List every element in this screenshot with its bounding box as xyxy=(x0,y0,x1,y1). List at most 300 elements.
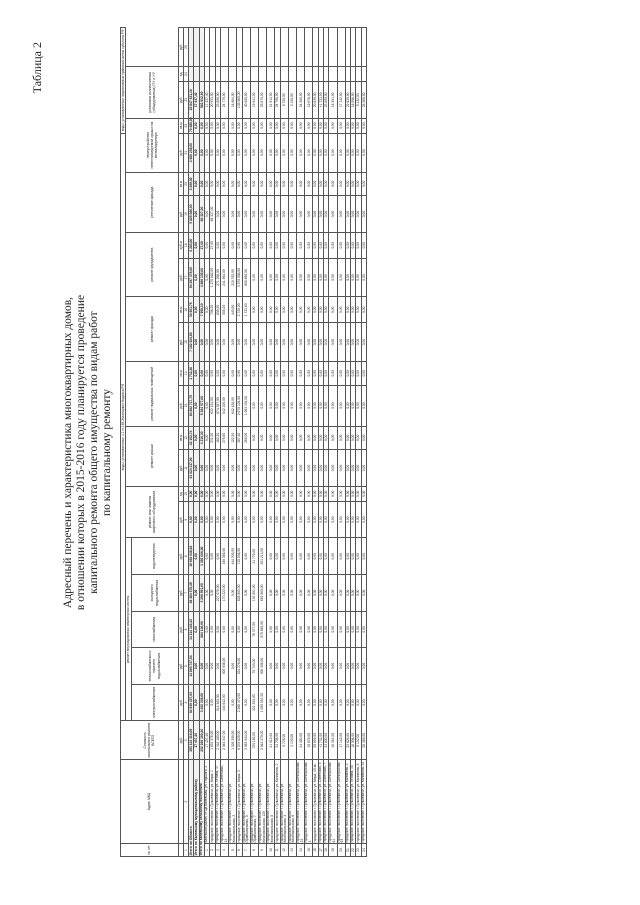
row-value: 0,00 xyxy=(210,118,215,133)
row-address: городское поселение г. Гулькевичи, ул. Октябрьская, 24 xyxy=(296,761,304,843)
row-value: 0,00 xyxy=(324,297,329,323)
row-value: 0,00 xyxy=(329,172,337,196)
row-value: 0,00 xyxy=(361,501,366,538)
total-value: 0,00 xyxy=(194,385,199,426)
row-value: 0,00 xyxy=(305,501,313,538)
table-row xyxy=(297,28,305,857)
row-value: 0,00 xyxy=(220,450,228,487)
row-value: 170 222,00 xyxy=(220,575,228,612)
row-value: 0,00 xyxy=(267,323,275,362)
row-value: 0,00 xyxy=(345,648,350,685)
row-value: 0,00 xyxy=(229,361,237,385)
row-value: 0,00 xyxy=(305,118,313,133)
title-line-1: Адресный перечень и характеристика многоквартирных домов, xyxy=(62,296,74,609)
row-value: 0,00 xyxy=(313,258,318,297)
row-value: 16 006,00 xyxy=(351,82,356,119)
row-value: 0,00 xyxy=(215,196,220,233)
group-value: 0,00 xyxy=(199,118,204,133)
row-value: 0,00 xyxy=(210,133,215,172)
row-value: 3 570 958,00 xyxy=(237,258,242,297)
row-value: 0,00 xyxy=(345,611,350,648)
row-value: 276,60 xyxy=(220,426,228,450)
row-value: 0,00 xyxy=(267,385,275,426)
row-value: 17 437,40 xyxy=(205,82,210,119)
total-value: 0,00 xyxy=(194,196,199,233)
unit-cell: руб. xyxy=(178,133,183,172)
unit-cell: руб. xyxy=(178,196,183,233)
unit-cell: кв.м xyxy=(178,426,183,450)
table-row xyxy=(305,28,313,857)
row-value: 0,00 xyxy=(345,426,350,450)
row-value: 0,00 xyxy=(280,133,288,172)
row-value: 0,00 xyxy=(324,361,329,385)
group-value: 86 327,00 xyxy=(199,196,204,233)
row-value: 387,40 xyxy=(237,426,242,450)
row-value: 0,00 xyxy=(215,538,220,575)
row-value: 0,00 xyxy=(329,450,337,487)
column-index: 6 xyxy=(183,611,188,648)
row-value: 0,00 xyxy=(259,426,267,450)
unit-cell: руб. xyxy=(178,501,183,538)
row-value: 0,00 xyxy=(267,297,275,323)
row-value: 0,00 xyxy=(237,361,242,385)
table-row xyxy=(288,28,296,857)
row-address: городское поселение г. Гулькевичи, ул. Комсомольская, 4 xyxy=(280,760,288,844)
row-value: 0,00 xyxy=(275,196,280,233)
row-value: 24 708,00 xyxy=(275,82,280,119)
row-value: 0,00 xyxy=(361,450,366,487)
row-value: 0,00 xyxy=(356,501,361,538)
row-value: 0,00 xyxy=(210,648,215,685)
row-value: 0,00 xyxy=(259,323,267,362)
row-value: 0,00 xyxy=(220,133,228,172)
group-value: 4 896 135,00 xyxy=(199,258,204,297)
row-value: 0,00 xyxy=(275,385,280,426)
group-value: 0,00 xyxy=(199,361,204,385)
row-value: 0,00 xyxy=(267,232,275,258)
table-row xyxy=(259,28,267,857)
row-value: 1 326 359,00 xyxy=(229,721,237,760)
row-value: 0,00 xyxy=(275,575,280,612)
row-value: 0,00 xyxy=(361,361,366,385)
row-value: 0,00 xyxy=(267,361,275,385)
table-number: Таблица 2 xyxy=(30,42,44,94)
unit-cell: ед. xyxy=(178,66,183,81)
row-value: 0,00 xyxy=(297,450,305,487)
unit-cell: руб. xyxy=(178,258,183,297)
row-value: 0,00 xyxy=(250,426,258,450)
column-index: 12 xyxy=(183,426,188,450)
column-index: 3 xyxy=(183,721,188,760)
row-value: 3 130,00 xyxy=(288,721,296,760)
row-value: 0,00 xyxy=(250,118,258,133)
row-value: 0,00 xyxy=(305,575,313,612)
row-value: 0,00 xyxy=(337,501,345,538)
row-value: 0,00 xyxy=(313,611,318,648)
unit-cell: руб. xyxy=(178,82,183,119)
row-value: 0,00 xyxy=(361,426,366,450)
row-value: 0,00 xyxy=(305,172,313,196)
row-value: 0,00 xyxy=(318,450,323,487)
row-value: 0,00 xyxy=(237,501,242,538)
row-value: 0,00 xyxy=(229,118,237,133)
row-value: 0,00 xyxy=(267,450,275,487)
row-value: 0,00 xyxy=(313,196,318,233)
row-value: 0,00 xyxy=(305,611,313,648)
unit-cell: куб.м xyxy=(178,232,183,258)
row-value: 0,00 xyxy=(345,486,350,501)
row-value: 0,00 xyxy=(267,118,275,133)
row-value: 31 779,00 xyxy=(250,538,258,575)
row-value: 0,00 xyxy=(318,323,323,362)
row-value: 0,00 xyxy=(356,426,361,450)
row-value: 0,00 xyxy=(242,133,250,172)
unit-cell: руб. xyxy=(178,450,183,487)
row-value: 0,00 xyxy=(242,118,250,133)
row-value: 2 670 104,00 xyxy=(237,385,242,426)
total-value: 4 686 239,00 xyxy=(189,133,194,172)
row-value: 0,00 xyxy=(215,501,220,538)
row-value: 9 132,00 xyxy=(356,721,361,760)
row-value: 0,00 xyxy=(210,450,215,487)
table-row xyxy=(337,28,345,857)
row-value: 0,00 xyxy=(250,450,258,487)
row-value: 0,00 xyxy=(237,611,242,648)
row-value: 0,00 xyxy=(267,611,275,648)
row-address: городское поселение г. Гулькевичи, ул. Калинина, 5 xyxy=(356,760,361,844)
row-value: 0,00 xyxy=(361,118,366,133)
row-value: 0,00 xyxy=(351,361,356,385)
row-value: 0,00 xyxy=(267,575,275,612)
row-value: 0,00 xyxy=(361,133,366,172)
row-value: 0,00 xyxy=(345,297,350,323)
row-value: 0,00 xyxy=(229,611,237,648)
row-value: 0,00 xyxy=(242,232,250,258)
row-value: 105 565,00 xyxy=(237,82,242,119)
row-value: 231,20 xyxy=(210,426,215,450)
unit-cell: руб. xyxy=(178,648,183,685)
row-number: 7 xyxy=(242,844,250,857)
row-value: 0,00 xyxy=(220,172,228,196)
group-label: Итого по Каневскому сельскому поселению xyxy=(199,760,204,857)
row-value: 0,00 xyxy=(242,575,250,612)
row-value: 0,00 xyxy=(313,297,318,323)
row-value: 0,00 xyxy=(337,323,345,362)
row-value: 0,00 xyxy=(318,196,323,233)
header-col-4: водоотведения xyxy=(131,538,178,575)
row-value: 9 132,00 xyxy=(356,82,361,119)
row-value: 0,00 xyxy=(324,426,329,450)
row-value: 0,00 xyxy=(297,118,305,133)
header-group-networks: ремонт внутридомовых инженерных систем xyxy=(126,538,131,721)
row-value: 0,00 xyxy=(275,172,280,196)
row-value: 0,00 xyxy=(215,486,220,501)
row-value: 0,00 xyxy=(324,575,329,612)
row-value: 0,00 xyxy=(210,611,215,648)
row-value: 0,00 xyxy=(318,648,323,685)
row-value: 0,00 xyxy=(205,450,210,487)
row-value: 0,00 xyxy=(361,538,366,575)
row-value: 308 406,00 xyxy=(259,648,267,685)
row-value: 0,00 xyxy=(288,575,296,612)
row-value-pad xyxy=(329,28,337,67)
row-address: городское поселение г. Гулькевичи, ул. Комсомольская, 6 xyxy=(288,760,296,844)
row-value: 0,00 xyxy=(356,172,361,196)
row-value: 0,00 xyxy=(329,486,337,501)
group-value: 0,00 xyxy=(199,323,204,362)
row-value: 0,00 xyxy=(210,575,215,612)
row-value: 0,00 xyxy=(345,450,350,487)
unit-cell: кв.м xyxy=(178,361,183,385)
table-row xyxy=(250,28,258,857)
column-index: 24 xyxy=(183,66,188,81)
row-value: 0,00 xyxy=(288,450,296,487)
row-value: 0,00 xyxy=(288,648,296,685)
row-value: 122,30 xyxy=(229,426,237,450)
row-value: 241 964,00 xyxy=(220,258,228,297)
row-value: 9 725,00 xyxy=(280,82,288,119)
row-value: 0,00 xyxy=(337,486,345,501)
row-value: 0,00 xyxy=(305,385,313,426)
row-value: 0,00 xyxy=(318,611,323,648)
row-value: 28 369,00 xyxy=(361,721,366,760)
row-value: 0,00 xyxy=(280,196,288,233)
column-index: 20 xyxy=(183,172,188,196)
row-value: 0,00 xyxy=(220,486,228,501)
row-value: 0,00 xyxy=(356,323,361,362)
row-value: 0,00 xyxy=(220,196,228,233)
row-value: 0,00 xyxy=(361,385,366,426)
row-value: 0,00 xyxy=(288,684,296,721)
row-value: 86 327,00 xyxy=(210,196,215,233)
row-value: 0,00 xyxy=(250,258,258,297)
row-value: 0,00 xyxy=(259,172,267,196)
row-value: 0,00 xyxy=(345,172,350,196)
row-value-pad xyxy=(329,66,337,81)
row-value: 444 303,00 xyxy=(229,538,237,575)
row-value: 0,00 xyxy=(324,323,329,362)
group-value: 684 140,00 xyxy=(199,611,204,648)
row-address: городское поселение г. Гулькевичи, ул. Калинина, 3 xyxy=(345,760,350,844)
table-row xyxy=(280,28,288,857)
row-value: 0,00 xyxy=(205,426,210,450)
row-value: 0,00 xyxy=(288,501,296,538)
header-col-6: ремонт крыши xyxy=(126,426,178,486)
unit-cell: руб. xyxy=(178,385,183,426)
row-value: 0,00 xyxy=(229,684,237,721)
row-value: 0,00 xyxy=(250,323,258,362)
row-value: 0,00 xyxy=(288,196,296,233)
row-value: 0,00 xyxy=(318,297,323,323)
row-value: 0,00 xyxy=(280,501,288,538)
row-value: 0,00 xyxy=(318,133,323,172)
row-value: 0,00 xyxy=(288,118,296,133)
row-value: 0,00 xyxy=(337,118,345,133)
total-label: Итого по Каневскому муниципальному району xyxy=(194,760,199,857)
row-value-pad xyxy=(267,66,275,81)
row-value: 0,00 xyxy=(351,575,356,612)
row-number: 20 xyxy=(337,844,345,857)
row-value: 19 941,00 xyxy=(250,82,258,119)
group-value: 27,00 xyxy=(199,232,204,258)
title-line-3: капитального ремонта общего имущества по видам работ xyxy=(88,311,100,594)
row-value: 23 800,00 xyxy=(324,82,329,119)
header-group-other: виды, установленные нормативным правовым актом субъекта РФ xyxy=(121,28,126,134)
row-value: 0,00 xyxy=(356,196,361,233)
row-value: 0,00 xyxy=(275,538,280,575)
row-value: 0,00 xyxy=(297,133,305,172)
row-value: 0,00 xyxy=(329,118,337,133)
total-value: 61 624 117,00 xyxy=(189,450,194,487)
row-value: 0,00 xyxy=(242,648,250,685)
row-value: 1 722,80 xyxy=(242,297,250,323)
row-value: 0,00 xyxy=(275,133,280,172)
row-value: 0,00 xyxy=(280,426,288,450)
row-value: 3 130,00 xyxy=(288,82,296,119)
row-value: 0,00 xyxy=(280,297,288,323)
row-value: 0,00 xyxy=(237,323,242,362)
row-value: 16 391,00 xyxy=(329,82,337,119)
row-value: 0,00 xyxy=(259,133,267,172)
row-value: 0,00 xyxy=(297,486,305,501)
table-row xyxy=(267,28,275,857)
row-value: 0,00 xyxy=(229,648,237,685)
header-col-11: переустройство невентилируемой крыши на вентилируемую xyxy=(126,118,178,172)
row-value: 0,00 xyxy=(313,575,318,612)
row-value: 0,00 xyxy=(313,486,318,501)
row-value: 0,00 xyxy=(237,486,242,501)
row-value: 0,00 xyxy=(305,361,313,385)
row-value: 0,00 xyxy=(361,232,366,258)
row-value: 0,00 xyxy=(275,426,280,450)
row-value: 0,00 xyxy=(288,258,296,297)
row-value: 0,00 xyxy=(337,385,345,426)
row-value: 0,00 xyxy=(305,323,313,362)
row-value: 0,00 xyxy=(205,575,210,612)
row-value: 0,00 xyxy=(313,133,318,172)
row-value: 0,00 xyxy=(324,118,329,133)
total-value: 0,00 xyxy=(194,648,199,685)
header-col-7: ремонт подвальных помещений xyxy=(126,361,178,426)
row-value: 0,00 xyxy=(351,648,356,685)
row-number: 16 xyxy=(313,844,318,857)
row-value-pad xyxy=(337,28,345,67)
row-address: городское поселение г. Гулькевичи, ул. Ленина, 37 xyxy=(215,760,220,844)
row-number: 13 xyxy=(288,844,296,857)
row-value: 0,00 xyxy=(305,486,313,501)
row-value: 0,00 xyxy=(297,172,305,196)
works-table xyxy=(120,27,367,857)
row-value: 0,00 xyxy=(259,232,267,258)
row-value: 0,00 xyxy=(210,323,215,362)
row-value: 321 353,00 xyxy=(250,684,258,721)
group-row xyxy=(199,28,204,857)
row-value: 0,00 xyxy=(215,118,220,133)
unit-cell: руб. xyxy=(178,28,183,67)
row-value: 0,00 xyxy=(250,133,258,172)
row-number: 11 xyxy=(275,844,280,857)
row-value: 0,00 xyxy=(305,450,313,487)
row-value: 0,00 xyxy=(329,232,337,258)
total-value: 28 384 579,49 xyxy=(189,575,194,612)
row-value: 0,00 xyxy=(288,361,296,385)
row-value: 0,00 xyxy=(329,133,337,172)
unit-cell: руб. xyxy=(178,323,183,362)
row-number: 12 xyxy=(280,844,288,857)
row-value: 0,00 xyxy=(318,385,323,426)
row-value: 0,00 xyxy=(318,172,323,196)
row-value: 0,00 xyxy=(351,385,356,426)
row-value: 0,00 xyxy=(250,385,258,426)
row-value: 227 078,00 xyxy=(215,575,220,612)
row-value: 0,00 xyxy=(297,297,305,323)
row-value: 0,00 xyxy=(259,361,267,385)
group-value: 7 958,10 xyxy=(199,297,204,323)
row-value: 0,00 xyxy=(329,323,337,362)
row-value: 2 725,00 xyxy=(237,297,242,323)
row-value: 720 182,00 xyxy=(250,721,258,760)
row-value: 0,00 xyxy=(324,486,329,501)
total-value: 0,00 xyxy=(194,538,199,575)
row-value: 0,00 xyxy=(242,172,250,196)
row-value: 2 045 347,00 xyxy=(220,721,228,760)
row-value: 0,00 xyxy=(356,450,361,487)
row-number: 8 xyxy=(250,844,258,857)
row-value: 0,00 xyxy=(361,258,366,297)
row-value: 0,00 xyxy=(250,297,258,323)
row-value-pad xyxy=(305,66,313,81)
row-value: 0,00 xyxy=(361,196,366,233)
row-value: 0,00 xyxy=(337,361,345,385)
row-value: 0,00 xyxy=(337,172,345,196)
row-value: 0,00 xyxy=(275,232,280,258)
row-value: 0,00 xyxy=(297,426,305,450)
row-value: 0,00 xyxy=(351,172,356,196)
row-value: 0,00 xyxy=(324,648,329,685)
row-value: 0,00 xyxy=(205,486,210,501)
total-value: 64 939 157,63 xyxy=(189,684,194,721)
row-value: 0,00 xyxy=(250,172,258,196)
row-value: 0,00 xyxy=(259,297,267,323)
row-value: 0,00 xyxy=(313,538,318,575)
row-value: +1 731,00 xyxy=(318,721,323,760)
row-value: 0,00 xyxy=(242,196,250,233)
header-col-2: газоснабжения xyxy=(131,611,178,648)
total-value: 94 297 379,00 xyxy=(189,258,194,297)
group-value: 0,00 xyxy=(199,450,204,487)
header-num: № п/п xyxy=(121,844,179,857)
row-value-pad xyxy=(297,66,305,81)
row-value-pad xyxy=(297,28,305,67)
row-value: 0,00 xyxy=(288,297,296,323)
row-value: 0,00 xyxy=(351,538,356,575)
row-value: 0,00 xyxy=(361,297,366,323)
unit-cell: руб. xyxy=(178,721,183,760)
row-value: 0,00 xyxy=(205,172,210,196)
row-value: 0,00 xyxy=(259,196,267,233)
row-value-pad xyxy=(242,66,250,81)
row-value: 17 142,00 xyxy=(337,82,345,119)
row-value: 0,00 xyxy=(250,486,258,501)
row-value: 190 085,00 xyxy=(220,538,228,575)
row-value: 842 229,00 xyxy=(220,385,228,426)
row-value: 0,00 xyxy=(313,648,318,685)
row-value: 0,00 xyxy=(237,196,242,233)
row-value: 0,00 xyxy=(215,133,220,172)
row-value: 0,00 xyxy=(305,426,313,450)
row-value: 0,00 xyxy=(280,118,288,133)
row-value: 0,00 xyxy=(297,684,305,721)
